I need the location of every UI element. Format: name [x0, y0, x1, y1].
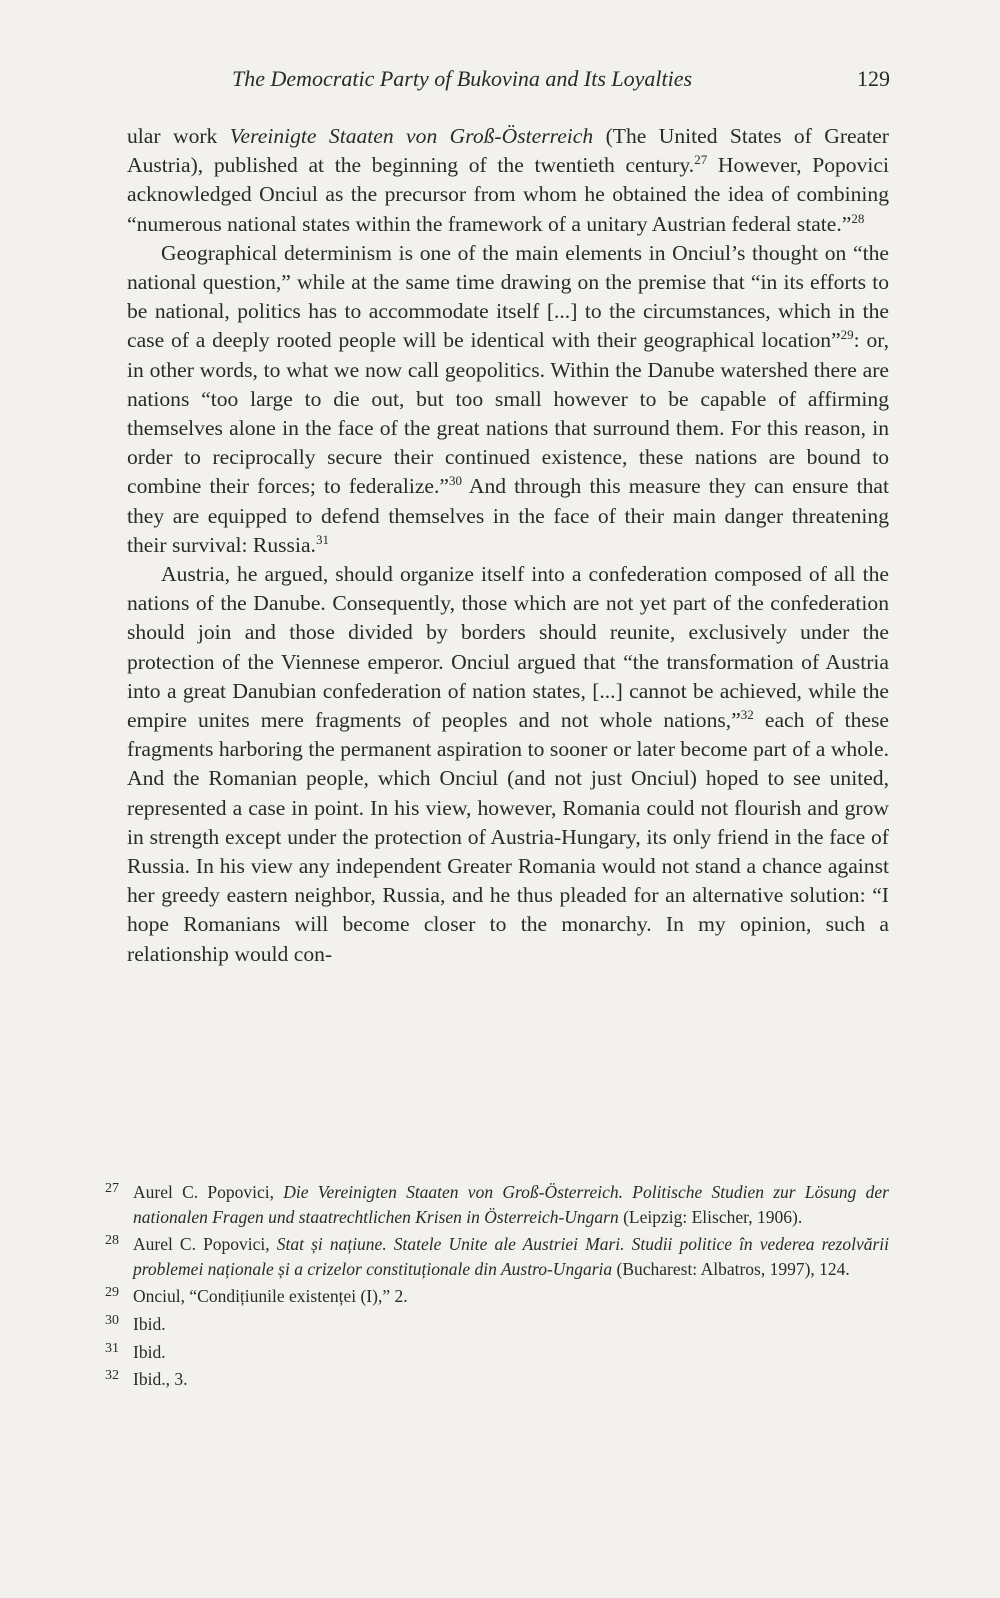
footnote-text: Ibid., 3.	[133, 1369, 188, 1390]
footnote-number: 32	[105, 1368, 119, 1384]
footnote-italic: Stat și națiune. Statele Unite ale Austriei Mari. Studii politice în vederea rezolvării problemei naționale și a crizelor constituționale din Austro-Ungaria	[133, 1234, 889, 1279]
paragraph-3	[127, 560, 889, 969]
footnote-ref: 32	[740, 706, 754, 722]
text-run: However, Popovici acknowledged Onciul as the precursor from whom he obtained the idea of combining “numerous national states within the framework of a unitary Austrian federal state.”	[127, 153, 889, 236]
text-run: And through this measure they can ensure that they are equipped to defend themselves in the face of their main danger threatening their survival: Russia.	[127, 474, 889, 557]
footnote-ref: 31	[315, 531, 329, 547]
text-run: Geographical determinism is one of the main elements in Onciul’s thought on “the national question,” while at the same time drawing on the premise that “in its efforts to be national, politics has to accommodate itself [...] to the circumstances, which in the case of a deeply rooted people will be identical with their geographical location”	[127, 240, 889, 353]
text-run: (The United States of Greater Austria), published at the beginning of the twentieth century.	[127, 124, 889, 178]
running-head	[232, 64, 890, 94]
text-run: Austria, he argued, should organize itself into a confederation composed of all the nations of the Danube. Consequently, those which are not yet part of the confederation should join and those divided by borders should reunite, exclusively under the protection of the Viennese emperor. Onciul argued that “the transformation of Austria into a great Danubian confederation of nation states, [...] cannot be achieved, while the empire unites mere fragments of peoples and not whole nations,”	[127, 562, 889, 733]
footnote	[105, 1180, 889, 1229]
footnote-text: Ibid.	[133, 1341, 166, 1362]
footnote-number: 31	[105, 1340, 119, 1356]
footnote-number: 30	[105, 1312, 119, 1328]
footnote-ref: 27	[694, 152, 708, 168]
text-run: each of these fragments harboring the permanent aspiration to sooner or later become part of a whole. And the Romanian people, which Onciul (and not just Onciul) hoped to see united, represented a case in point. In his view, however, Romania could not flourish and grow in strength except under the protection of Austria-Hungary, its only friend in the face of Russia. In his view any independent Greater Romania would not stand a chance against her greedy eastern neighbor, Russia, and he thus pleaded for an alternative solution: “I hope Romanians will become closer to the monarchy. In my opinion, such a relationship would con-	[127, 708, 889, 966]
footnote-text: Onciul, “Condițiunile existenței (I),” 2.	[133, 1286, 408, 1307]
footnote-italic: Die Vereinigten Staaten von Groß-Österreich. Politische Studien zur Lösung der nationalen Fragen und staatrechtlichen Krisen in Österreich-Ungarn	[133, 1182, 889, 1227]
footnotes	[105, 1180, 889, 1395]
italic-title: Vereinigte Staaten von Groß-Österreich	[229, 124, 594, 148]
footnote	[105, 1232, 889, 1281]
body-text	[127, 122, 889, 969]
footnote	[105, 1312, 889, 1337]
footnote-number: 28	[105, 1233, 119, 1249]
footnote-ref: 29	[840, 327, 854, 343]
page-number: 129	[857, 66, 890, 91]
footnote-ref: 30	[448, 473, 462, 489]
footnote	[105, 1340, 889, 1365]
text-run: : or, in other words, to what we now call geopolitics. Within the Danube watershed there are nations “too large to die out, but too small however to be capable of affirming themselves alone in the face of the great nations that surround them. For this reason, in order to reciprocally secure their continued existence, these nations are bound to combine their forces; to federalize.”	[127, 328, 890, 499]
paragraph-1	[127, 122, 889, 239]
footnote-text: (Leipzig: Elischer, 1906).	[618, 1206, 803, 1227]
footnote	[105, 1367, 889, 1392]
footnote-number: 29	[105, 1285, 119, 1301]
footnote	[105, 1284, 889, 1309]
footnote-text: Aurel C. Popovici,	[133, 1182, 284, 1202]
footnote-number: 27	[105, 1181, 119, 1196]
paragraph-2	[127, 239, 889, 560]
footnote-text: Ibid.	[133, 1313, 166, 1334]
footnote-text: (Bucharest: Albatros, 1997), 124.	[612, 1258, 850, 1279]
footnote-text: Aurel C. Popovici,	[133, 1234, 277, 1255]
running-title: The Democratic Party of Bukovina and Its Loyalties	[232, 66, 693, 91]
text-run: ular work	[127, 124, 230, 148]
footnote-ref: 28	[851, 210, 865, 226]
